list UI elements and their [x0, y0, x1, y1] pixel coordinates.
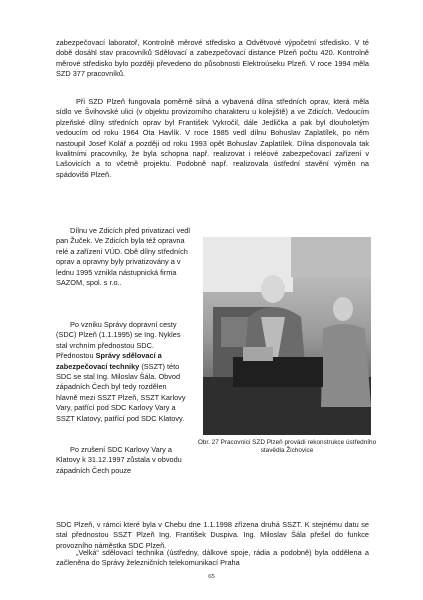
page-number: 65 — [208, 573, 215, 580]
paragraph-3: SDC Plzeň, v rámci které byla v Chebu dne 1.1.1998 zřízena druhá SSZT. K stejnému datu se stal přednostou SSZT Plzeň Ing. František Duspiva. Ing. Miloslav Šála přešel do funkce provozního náměstka SDC Plzeň. — [56, 520, 369, 550]
photo-illustration — [203, 237, 371, 435]
column-paragraph-2-text-b: (SSZT) této SDC se stal Ing. Miloslav Šála. Obvod západních Čech byl tedy rozdělen hlavně mezi SSZT Plzeň, SSZT Karlovy Vary, patřící pod SDC Karlovy Vary a SSZT Klatovy, patřící pod SDC Klatovy. — [56, 361, 186, 423]
column-paragraph-2-text-a: Po vzniku Správy dopravní cesty (SDC) Plzeň (1.1.1995) se Ing. Nykles stal vrchním přednostou SDC. Přednostou — [56, 320, 181, 361]
column-paragraph-1: Dílnu ve Zdicích před privatizací vedl pan Žuček. Ve Zdicích byla též opravna relé a zařízení VÚD. Obě dílny středních oprav a opravny byly privatizovány a v lednu 1995 vznikla nástupnická firma SAZOM, spol. s r.o.. — [56, 226, 190, 288]
column-paragraph-3: Po zrušení SDC Karlovy Vary a Klatovy k 31.12.1997 zůstala v obvodu západních Čech pouze — [56, 445, 182, 475]
paragraph-1: zabezpečovací laboratoř, Kontrolně měrové středisko a Odvětvové výpočetní středisko. V té době dosáhl stav pracovníků Sdělovací a zabezpečovací distance Plzeň počtu 420. Kontrolně měrové středisko bylo později převedeno do působnosti Elektroúseku Plzeň. V roce 1994 měla SZD 377 pracovníků. — [56, 38, 369, 79]
paragraph-2: Při SZD Plzeň fungovala poměrně silná a vybavená dílna středních oprav, která měla sídlo ve Švihovské ulici (v objektu provizorního charakteru u kolejiště) a ve Zdicích. Vedoucím plzeňské dílny středních oprav byl František Vykročil, dále Jedlička a pak byl dlouholetým vedoucím od roku 1964 Ota Havlík. V roce 1985 vedl dílnu Bohuslav Zaplatílek, po něm nastoupil Josef Kolář a později od roku 1993 opět Bohuslav Zaplatílek. Dílna disponovala tak kvalitními pracovníky, že byla schopna např. realizovat i reléové zabezpečovací zařízení v Lašovicích a to včetně projektu. Podobně např. realizovala ústřední stavění výměn na spádovišti Plzeň. — [56, 97, 369, 179]
figure-photo — [203, 237, 371, 435]
figure-caption: Obr. 27 Pracovníci SZD Plzeň provádí rekonstrukce ústředního stavědla Žichovice — [197, 439, 377, 455]
paragraph-4: „Velká“ sdělovací technika (ústředny, dálkové spoje, rádia a podobně) byla oddělena a začleněna do Správy železničních telekomunikací Praha — [56, 548, 369, 568]
column-paragraph-2 — [56, 320, 190, 424]
column-paragraph-2-bold: Správy sdělovací a zabezpečovací techniky — [56, 351, 162, 371]
